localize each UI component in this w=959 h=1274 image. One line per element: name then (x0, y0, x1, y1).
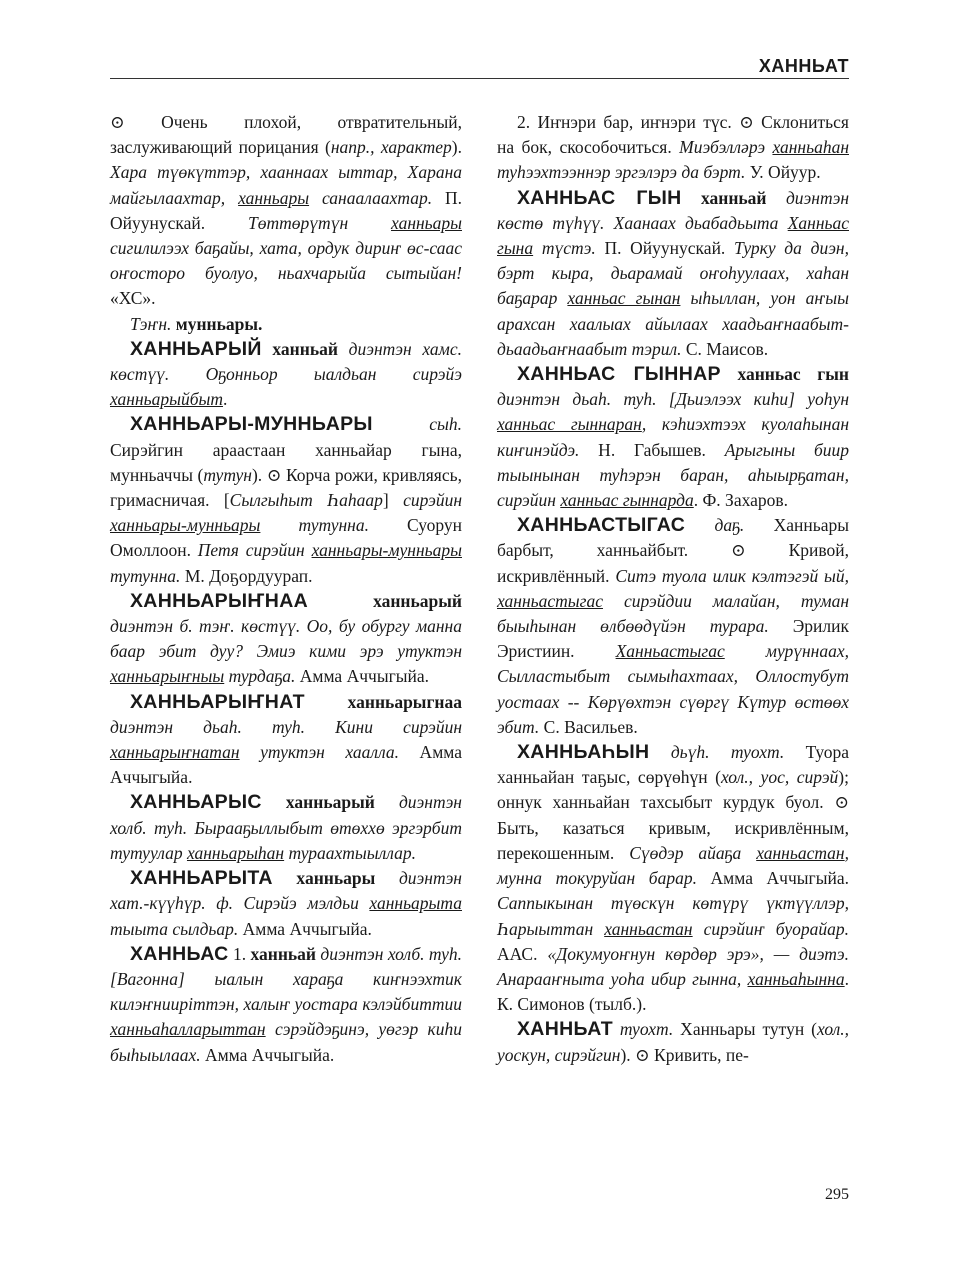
text-run: «ХС». (110, 288, 156, 309)
text-run: М. Доҕордуурап. (180, 565, 313, 586)
text-run: ханньай (272, 338, 338, 359)
example-headword: ханньастан (604, 918, 693, 939)
text-run: Саппыкынан түөскүн көтүрү үктүүллэр, Һарыыттан (497, 893, 849, 939)
example-headword: ханньары-мунньары (110, 515, 261, 536)
text-run: диэнтэн дьаһ. туһ. Кини сирэйин (110, 716, 462, 737)
text-run: Сүөдэр айаҕа (629, 842, 757, 863)
text-run: түстэ. (533, 238, 596, 259)
text-run: тураахтыыллар. (284, 842, 416, 863)
text-run: «Докумуоҥнун көрдөр эрэ», — диэтэ. Анарааҥныта уоһа ибир гынна, (497, 943, 849, 989)
example-headword: ханньаһынна (747, 968, 845, 989)
text-run: Эрилик Эристиин. (497, 616, 849, 662)
text-run: . К. Симонов (тылб.). (497, 968, 849, 1015)
text-run: Арыгыны биир тыынынан туһэрэн баран, аһыырҕатан, сирэйин (497, 439, 849, 511)
example-headword: Ханньастыгас (615, 641, 725, 662)
text-run: П. Ойуунускай. (110, 187, 463, 233)
example-headword: ханньас гынан (567, 288, 681, 309)
text-run (373, 414, 429, 434)
text-run: диэнтэн дьаһ. туһ. [Дьиэлээх киһи] уоһун (497, 389, 849, 410)
headword: ХАННЬАРЫС (130, 791, 262, 814)
text-run: Сирэйгин араастаан ханньайар гына, мунньаччы ( (110, 439, 462, 485)
example-headword: Ханньас гына (497, 212, 849, 259)
text-run: ханньай (250, 943, 317, 964)
headword: ХАННЬАРЫҤНАА (130, 589, 308, 612)
text-run (262, 792, 286, 812)
running-header: ХАННЬАТ (758, 56, 849, 76)
example-headword: ханньарыйбыт (110, 389, 224, 410)
text-run: Амма Аччыгыйа. (238, 918, 372, 939)
example-headword: ханньарыҥнатан (110, 742, 240, 763)
text-run (262, 339, 273, 359)
entry-paragraph (497, 1017, 849, 1067)
text-run: ханньары (296, 868, 376, 889)
text-run: 2. Иҥнэри бар, иҥнэри түс. ⊙ Склониться на бок, скособочиться. (497, 112, 849, 158)
text-run: диэнтэн б. тэҥ. көстүү. Оо, бу обургу манна баар эбит дуу? Эмиэ кими эрэ утуктэн (110, 616, 462, 662)
headword: ХАННЬАСТЫГАС (517, 514, 686, 537)
text-run: Вагонна (116, 968, 178, 989)
example-headword: ханньарыһан (186, 842, 285, 863)
text-run: хол., уоскун, сирэйгин (497, 1019, 850, 1065)
text-run: сирэйдии малайан, туман быыһынан өлбөөдүйэн турара. (497, 590, 849, 637)
text-run: санаалаахтар. (309, 187, 433, 208)
text-run: ыһыллан, уон аҥыы арахсан хаалыах айылаах хаадьаҥнаабыт-дьаадьаҥнаабыт тэрил. (497, 288, 849, 359)
text-run: тутун (203, 464, 252, 485)
example-headword: ханньарыта (369, 893, 462, 914)
text-run: даҕ. (714, 515, 745, 536)
entry-paragraph (110, 110, 462, 312)
text-run: утуктэн хаалла. (239, 742, 400, 763)
text-run: Туора ханньайан таҕыс, сөрүөһүн ( (497, 742, 849, 788)
text-run: , мунна токуруйан барар. (497, 842, 849, 889)
text-run: Амма Аччыгыйа. (295, 666, 430, 687)
text-run: , кэһиэхтээх куолаһынан киҥинэйдэ. (497, 414, 849, 460)
text-run (613, 1019, 620, 1039)
text-run: сирэйиҥ буорайар. (692, 918, 849, 939)
entry-paragraph (497, 110, 849, 186)
headword: ХАННЬАТ (517, 1018, 613, 1041)
text-run: Тэҥн. (130, 313, 172, 334)
text-run: туһээхтээннэр эргэлэрэ да бэрт. (497, 162, 746, 183)
headword: ХАННЬАРЫЙ (130, 337, 262, 360)
text-run: ). (451, 137, 462, 158)
text-run: сирэйин (403, 490, 462, 511)
example-headword: ханньары-мунньары (311, 540, 462, 561)
header-rule (110, 78, 849, 79)
text-run (682, 188, 701, 208)
headword: ХАННЬАРЫТА (130, 867, 273, 890)
text-run: Сылгыһыт Һаһаар (229, 490, 383, 511)
text-run: ] (382, 490, 404, 511)
text-run: С. Маисов. (681, 338, 769, 359)
text-run: Миэбэлләрэ (679, 137, 773, 158)
text-run: дьүһ. туохт. (670, 742, 785, 763)
example-headword: ханньастан (756, 842, 845, 863)
headword: ХАННЬАС ГЫННАР (517, 363, 721, 386)
example-headword: ханньас гыннарда (560, 490, 694, 511)
example-headword: ханньарыҥныы (110, 666, 225, 687)
text-run: напр., характер (330, 137, 452, 158)
headword: ХАННЬАРЫҤНАТ (130, 690, 305, 713)
entry-paragraph (110, 866, 462, 942)
headword: ХАННЬАҺЫН (517, 741, 650, 764)
text-run: Хара түөкүттэр, хааннаах ыттар, Харана майгылаахтар, (110, 162, 462, 208)
text-run (305, 692, 348, 712)
left-column (110, 110, 462, 1068)
text-run: Амма Аччыгыйа. (696, 868, 849, 889)
text-run: ). ⊙ Кривить, пе- (620, 1044, 749, 1065)
example-headword: ханньастыгас (497, 590, 603, 611)
text-run (685, 515, 714, 535)
text-run: ⊙ Очень плохой, отвратительный, заслуживающий порицания ( (110, 112, 462, 158)
text-run: диэнтэн холб. туһ. [ (110, 943, 463, 989)
text-run (649, 742, 670, 762)
text-run: сигилилээх баҕайы, хата, ордук дириҥ өс-саас оҥосторо буолуо, ньахчарыйа сытыйан! (110, 238, 462, 284)
entry-paragraph (110, 790, 462, 866)
headword: ХАННЬАРЫ-МУННЬАРЫ (130, 413, 373, 436)
text-run: Төттөрүтүн (248, 212, 392, 233)
text-run (308, 591, 373, 611)
text-run: Ситэ туола илик кэлтэгэй ый, (615, 565, 850, 586)
example-headword: ханньары (391, 212, 462, 233)
text-run: диэнтэн көстө түһүү. Хаанаах дьабадьыта (497, 187, 849, 233)
text-run: Амма Аччыгыйа. (110, 742, 462, 788)
text-run: ханньарый (285, 792, 375, 813)
text-run: хол., уос, сирэй (720, 767, 839, 788)
text-run: ] ыалын хараҕа киҥнээхтик килэҥнииріттэн, халыҥ уостара кэлэйбиттии (110, 968, 462, 1015)
entry-paragraph (110, 412, 462, 588)
text-run: тутунна. (110, 565, 181, 586)
text-run: Амма Аччыгыйа. (200, 1044, 335, 1065)
entry-paragraph (110, 589, 462, 690)
text-run: У. Ойуур. (745, 162, 821, 183)
text-run: . (223, 389, 228, 410)
text-run: Ханньары тутун ( (673, 1019, 817, 1040)
text-run: турдаҕа. (224, 666, 296, 687)
page-number: 295 (825, 1186, 849, 1203)
text-run: ханньай (700, 187, 767, 208)
entry-paragraph (110, 942, 462, 1068)
text-run: Петя сирэйин (197, 540, 312, 561)
text-run: ханньарыгнаа (347, 691, 462, 712)
text-run: Туркy да диэн, бэрт кыра, дьарамай оҥоһуулаах, хаһан баҕарар (497, 238, 849, 309)
entry-paragraph (497, 186, 849, 362)
text-run (721, 364, 738, 384)
text-run: диэнтэн хамс. көстүү. Оҕонньор ыалдьан сирэйэ (110, 338, 462, 385)
entry-paragraph (110, 312, 462, 337)
headword: ХАННЬАС (130, 942, 229, 965)
text-run: сыһ. (429, 414, 462, 435)
entry-paragraph (497, 740, 849, 1017)
text-run: П. Ойуунускай. (595, 238, 735, 259)
entry-paragraph (110, 337, 462, 413)
example-headword: ханньаһалларыттан (110, 1019, 266, 1040)
entry-paragraph (497, 362, 849, 513)
example-headword: ханньары (238, 187, 310, 208)
text-run: Ханньары барбыт, ханньайбыт. ⊙ Кривой, искривлённый. (497, 515, 849, 586)
text-run: 1. (228, 943, 251, 964)
text-run: мурүннаах, Сылластыбыт сымыһахтаах, Оллостубут уостаах -- Көрүөхтэн сүөргү Күтур өстөөх эбит. (497, 641, 849, 737)
text-run: ); оннук ханньайан тахсыбыт курдук буол. ⊙ Быть, казаться кривым, искривлённым, перекошенным. (497, 767, 849, 863)
example-headword: ханньаһан (772, 137, 849, 158)
text-run: туохт. (619, 1019, 674, 1040)
text-run: Н. Габышев. (579, 439, 725, 460)
text-run: ханньас гын (737, 364, 849, 385)
text-run (273, 868, 297, 888)
text-run: тутунна. (260, 515, 369, 536)
text-run: . Ф. Захаров. (693, 490, 789, 511)
text-run: ханньарый (373, 590, 462, 611)
text-run: сэрэйдэҕинэ, уөгэр киһи быһыылаах. (110, 1019, 462, 1065)
text-run: мунньары. (175, 313, 263, 334)
text-run: С. Васильев. (539, 716, 638, 737)
text-run: ААС. (497, 943, 548, 964)
example-headword: ханньас гыннаран (497, 414, 642, 435)
text-run: диэнтэн хат.-күүһүр. ф. Сирэйэ мэлдьи (110, 868, 462, 914)
text-run: тыыта сылдьар. (110, 918, 239, 939)
text-run: ). ⊙ Корча рожи, кривляясь, гримасничая. [ (110, 464, 462, 511)
text-run: диэнтэн холб. туһ. Бырааҕыллыбыт өтөххө эргэрбит тутуулар (110, 792, 462, 863)
text-run: Суорун Омоллоон. (110, 515, 462, 561)
right-column (497, 110, 849, 1068)
entry-paragraph (497, 513, 849, 740)
entry-paragraph (110, 690, 462, 791)
headword: ХАННЬАС ГЫН (517, 186, 682, 209)
